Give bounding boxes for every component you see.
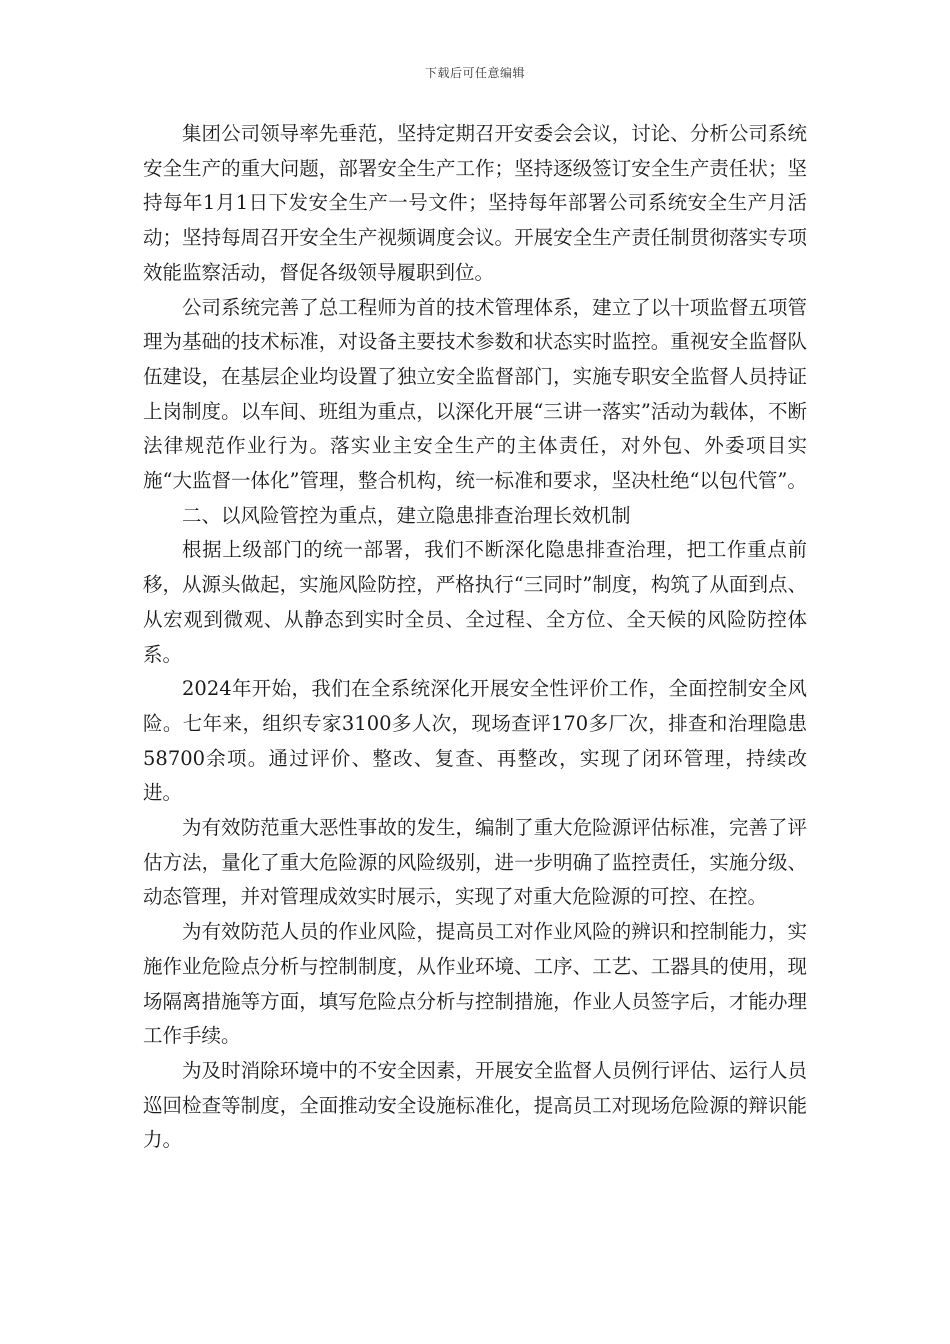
document-body — [143, 117, 807, 1158]
paragraph-environment-safety: 为及时消除环境中的不安全因素，开展安全监督人员例行评估、运行人员巡回检查等制度，全面推动安全设施标准化，提高员工对现场危险源的辩识能力。 — [143, 1058, 807, 1152]
paragraph-major-hazard-sources: 为有效防范重大恶性事故的发生，编制了重大危险源评估标准，完善了评估方法，量化了重大危险源的风险级别，进一步明确了监控责任，实施分级、动态管理，并对管理成效实时展示，实现了对重大危险源的可控、在控。 — [143, 816, 807, 909]
paragraph-safety-evaluation: 2024年开始，我们在全系统深化开展安全性评价工作，全面控制安全风险。七年来，组织专家3100多人次，现场查评170多厂次，排查和治理隐患58700余项。通过评价、整改、复查、再整改，实现了闭环管理，持续改进。 — [143, 677, 807, 805]
paragraph-technical-management: 公司系统完善了总工程师为首的技术管理体系，建立了以十项监督五项管理为基础的技术标准，对设备主要技术参数和状态实时监控。重视安全监督队伍建设，在基层企业均设置了独立安全监督部门，实施专职安全监督人员持证上岗制度。以车间、班组为重点，以深化开展“三讲一落实”活动为载体，不断法律规范作业行为。落实业主安全生产的主体责任，对外包、外委项目实施“大监督一体化”管理，整合机构，统一标准和要求，坚决杜绝“以包代管”。 — [143, 295, 807, 493]
section-heading: 二、以风险管控为重点，建立隐患排查治理长效机制 — [182, 503, 631, 527]
paragraph-operation-risk: 为有效防范人员的作业风险，提高员工对作业风险的辨识和控制能力，实施作业危险点分析与控制制度，从作业环境、工序、工艺、工器具的使用，现场隔离措施等方面，填写危险点分析与控制措施，作业人员签字后，才能办理工作手续。 — [143, 920, 807, 1048]
page-header-note: 下载后可任意编辑 — [424, 66, 525, 80]
paragraph-leadership: 集团公司领导率先垂范，坚持定期召开安委会会议，讨论、分析公司系统安全生产的重大问题，部署安全生产工作；坚持逐级签订安全生产责任状；坚持每年1月1日下发安全生产一号文件；坚持每年部署公司系统安全生产月活动；坚持每周召开安全生产视频调度会议。开展安全生产责任制贯彻落实专项效能监察活动，督促各级领导履职到位。 — [143, 122, 807, 284]
paragraph-hazard-investigation: 根据上级部门的统一部署，我们不断深化隐患排查治理，把工作重点前移，从源头做起，实施风险防控，严格执行“三同时”制度，构筑了从面到点、从宏观到微观、从静态到实时全员、全过程、全方位、全天候的风险防控体系。 — [143, 538, 807, 666]
